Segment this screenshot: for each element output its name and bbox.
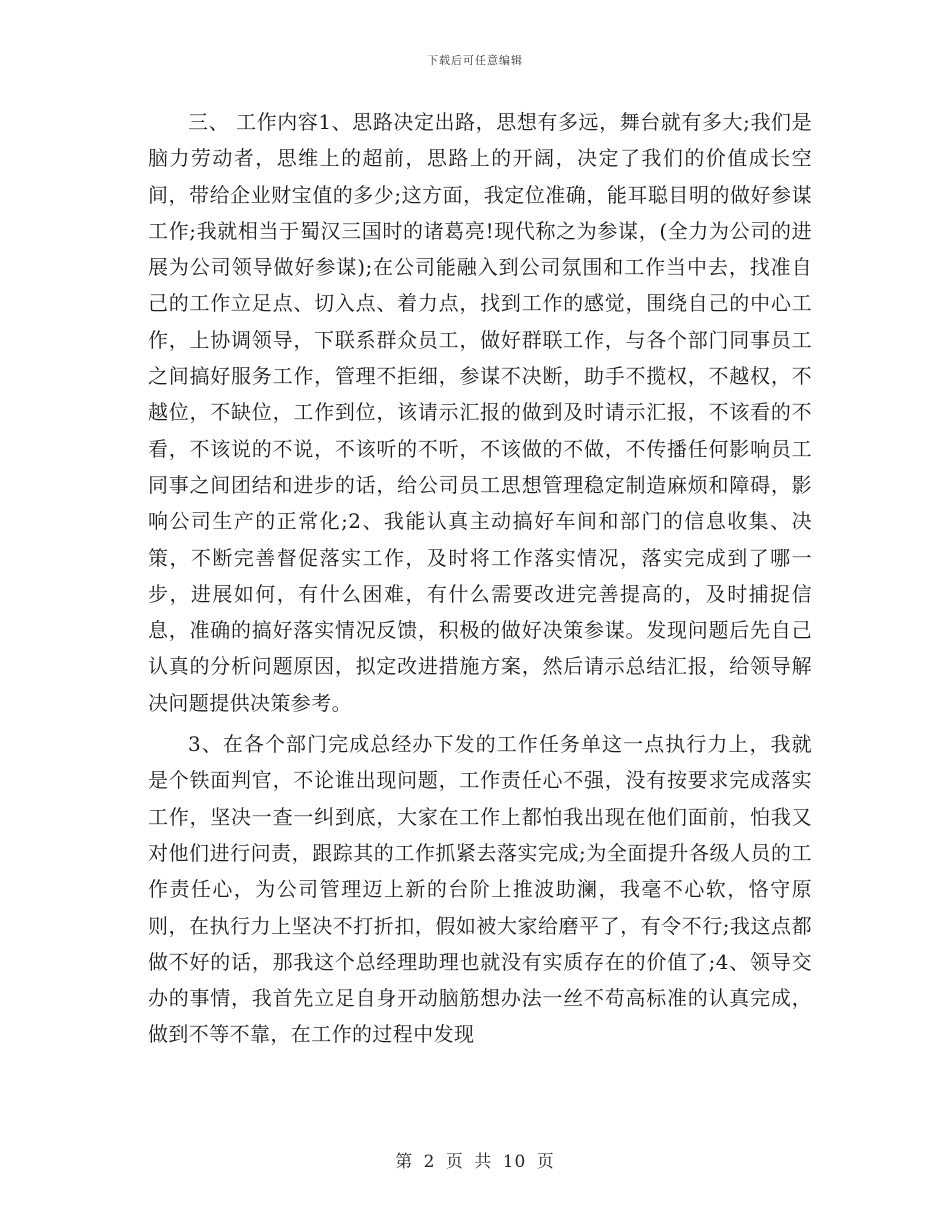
paragraph-execution: 3、在各个部门完成总经办下发的工作任务单这一点执行力上，我就是个铁面判官，不论谁出现问题，工作责任心不强，没有按要求完成落实工作，坚决一查一纠到底，大家在工作上都怕我出现在他们面前，怕我又对他们进行问责，跟踪其的工作抓紧去落实完成;为全面提升各级人员的工作责任心，为公司管理迈上新的台阶上推波助澜，我毫不心软，恪守原则，在执行力上坚决不打折扣，假如被大家给磨平了，有令不行;我这点都做不好的话，那我这个总经理助理也就没有实质存在的价值了;4、领导交办的事情，我首先立足自身开动脑筋想办法一丝不苟高标准的认真完成，做到不等不靠，在工作的过程中发现: [148, 732, 812, 1047]
page-number: 第 2 页 共 10 页: [395, 1152, 555, 1172]
paragraph-work-content: 三、 工作内容1、思路决定出路，思想有多远，舞台就有多大;我们是脑力劳动者，思维上的超前，思路上的开阔，决定了我们的价值成长空间，带给企业财宝值的多少;这方面，我定位准确，能耳聪目明的做好参谋工作;我就相当于蜀汉三国时的诸葛亮!现代称之为参谋，(全力为公司的进展为公司领导做好参谋);在公司能融入到公司氛围和工作当中去，找准自己的工作立足点、切入点、着力点，找到工作的感觉，围绕自己的中心工作，上协调领导，下联系群众员工，做好群联工作，与各个部门同事员工之间搞好服务工作，管理不拒细，参谋不决断，助手不揽权，不越权，不越位，不缺位，工作到位，该请示汇报的做到及时请示汇报，不该看的不看，不该说的不说，不该听的不听，不该做的不做，不传播任何影响员工同事之间团结和进步的话，给公司员工思想管理稳定制造麻烦和障碍，影响公司生产的正常化;2、我能认真主动搞好车间和部门的信息收集、决策，不断完善督促落实工作，及时将工作落实情况，落实完成到了哪一步，进展如何，有什么困难，有什么需要改进完善提高的，及时捕捉信息，准确的搞好落实情况反馈，积极的做好决策参谋。发现问题后先自己认真的分析问题原因，拟定改进措施方案，然后请示总结汇报，给领导解决问题提供决策参考。: [148, 110, 812, 715]
page-header: 下载后可任意编辑: [427, 54, 523, 67]
document-body: [148, 104, 812, 1053]
